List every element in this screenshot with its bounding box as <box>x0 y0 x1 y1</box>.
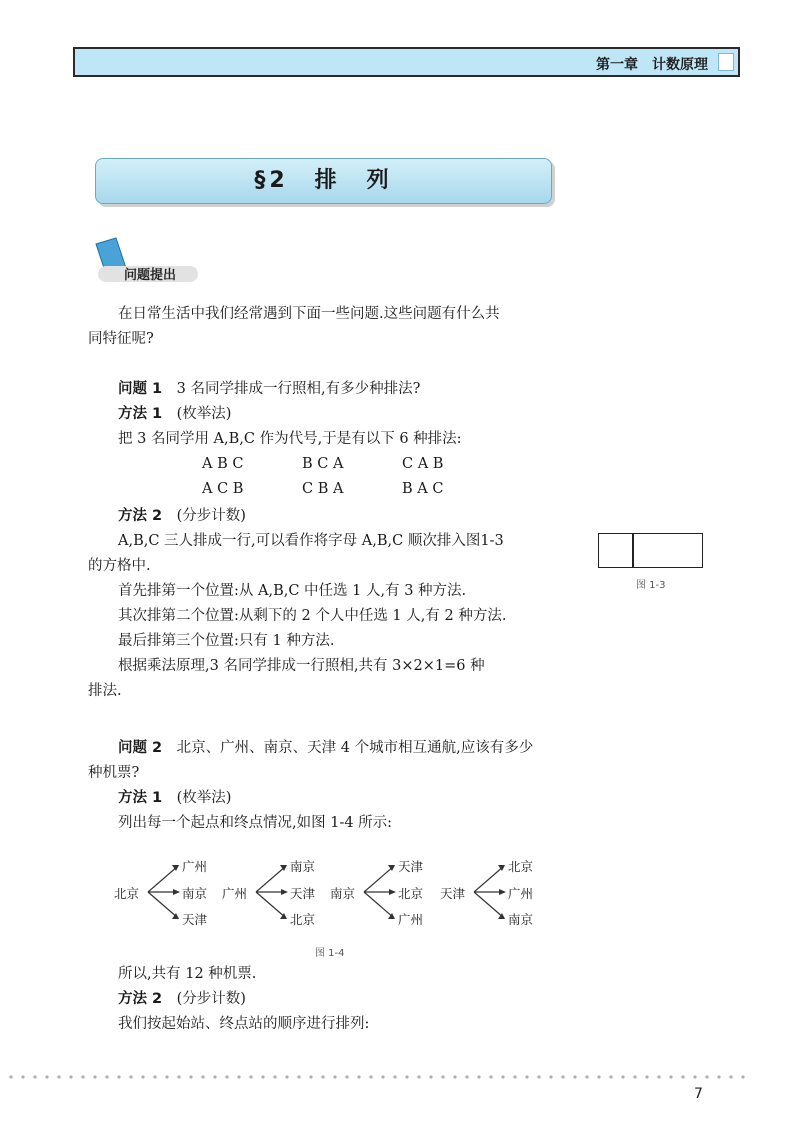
method2-line: 最后排第三个位置:只有 1 种方法. <box>118 633 335 649</box>
figure-1-4-caption: 图 1-4 <box>315 948 345 959</box>
arrangement: C B A <box>302 481 344 497</box>
chapter-header-bar <box>73 47 740 77</box>
route-tree <box>326 852 436 932</box>
problem2-method1 <box>118 786 231 811</box>
method-label: 方法 2 <box>118 508 163 524</box>
tree-root: 天津 <box>440 886 466 901</box>
method-note: (枚举法) <box>176 790 232 806</box>
arrangement: A B C <box>202 456 244 472</box>
method2-line: 排法. <box>88 683 122 699</box>
tree-leaf: 南京 <box>290 859 316 874</box>
problem2-method2-text: 我们按起始站、终点站的顺序进行排列: <box>118 1016 370 1032</box>
problem2-heading <box>118 736 533 761</box>
arrangement-row-2 <box>202 477 502 502</box>
arrangement: C A B <box>402 456 444 472</box>
problem1-text: 3 名同学排成一行照相,有多少种排法? <box>176 381 421 397</box>
route-tree <box>218 852 328 932</box>
problem2-text-line-2: 种机票? <box>88 765 140 781</box>
method-note: (分步计数) <box>176 508 246 524</box>
tree-leaf: 北京 <box>398 886 424 901</box>
tree-leaf: 北京 <box>290 912 316 927</box>
intro-line-1: 在日常生活中我们经常遇到下面一些问题.这些问题有什么共 <box>118 306 500 322</box>
problem1-method1 <box>118 402 231 427</box>
tree-leaf: 天津 <box>182 912 208 927</box>
problem2-method1-text: 列出每一个起点和终点情况,如图 1-4 所示: <box>118 815 393 831</box>
method-label: 方法 1 <box>118 406 163 422</box>
chapter-header-text <box>596 54 708 74</box>
tree-leaf: 广州 <box>182 859 208 874</box>
method-label: 方法 1 <box>118 790 163 806</box>
tree-leaf: 南京 <box>508 912 534 927</box>
method2-line: 根据乘法原理,3 名同学排成一行照相,共有 3×2×1=6 种 <box>118 658 485 674</box>
method-note: (分步计数) <box>176 991 246 1007</box>
chapter-number: 第一章 <box>596 57 638 73</box>
arrangement-row-1 <box>202 452 502 477</box>
route-tree <box>436 852 546 932</box>
method2-line: 首先排第一个位置:从 A,B,C 中任选 1 人,有 3 种方法. <box>118 583 467 599</box>
figure-1-3-grid <box>598 533 703 568</box>
section-title: 排 列 <box>314 168 393 193</box>
method2-line: A,B,C 三人排成一行,可以看作将字母 A,B,C 顺次排入图1-3 <box>118 533 504 549</box>
intro-line-2: 同特征呢? <box>88 331 154 347</box>
header-corner-square <box>718 53 734 71</box>
tree-root: 广州 <box>222 886 248 901</box>
footer-dotted-rule <box>5 1075 750 1079</box>
problem1-heading <box>118 377 420 402</box>
problem1-method1-text: 把 3 名同学用 A,B,C 作为代号,于是有以下 6 种排法: <box>118 431 462 447</box>
arrangement: B C A <box>302 456 344 472</box>
method-label: 方法 2 <box>118 991 163 1007</box>
method2-line: 其次排第二个位置:从剩下的 2 个人中任选 1 人,有 2 种方法. <box>118 608 507 624</box>
figure-1-4-trees <box>110 852 550 932</box>
tree-leaf: 南京 <box>182 886 208 901</box>
figure-1-3-caption: 图 1-3 <box>636 580 666 591</box>
problem1-label: 问题 1 <box>118 381 163 397</box>
tree-leaf: 天津 <box>290 886 316 901</box>
branch-arrows <box>470 852 510 932</box>
tree-leaf: 北京 <box>508 859 534 874</box>
problem2-text: 北京、广州、南京、天津 4 个城市相互通航,应该有多少 <box>176 740 534 756</box>
page-number: 7 <box>694 1086 703 1102</box>
tag-label: 问题提出 <box>124 268 177 283</box>
branch-arrows <box>360 852 400 932</box>
tree-leaf: 广州 <box>508 886 534 901</box>
section-number: §2 <box>254 168 289 193</box>
chapter-title: 计数原理 <box>652 57 708 73</box>
problem2-method2 <box>118 987 246 1012</box>
branch-arrows <box>252 852 292 932</box>
method-note: (枚举法) <box>176 406 232 422</box>
arrangement: B A C <box>402 481 444 497</box>
branch-arrows <box>144 852 184 932</box>
tree-leaf: 广州 <box>398 912 424 927</box>
tree-leaf: 天津 <box>398 859 424 874</box>
method2-line: 的方格中. <box>88 558 151 574</box>
problem2-conclusion: 所以,共有 12 种机票. <box>118 966 257 982</box>
section-title-banner <box>95 158 552 204</box>
arrangement: A C B <box>202 481 244 497</box>
problem2-label: 问题 2 <box>118 740 163 756</box>
problem1-method2 <box>118 504 246 529</box>
route-tree <box>110 852 220 932</box>
tree-root: 南京 <box>330 886 356 901</box>
tree-root: 北京 <box>114 886 140 901</box>
problem-raised-tag <box>90 230 200 285</box>
